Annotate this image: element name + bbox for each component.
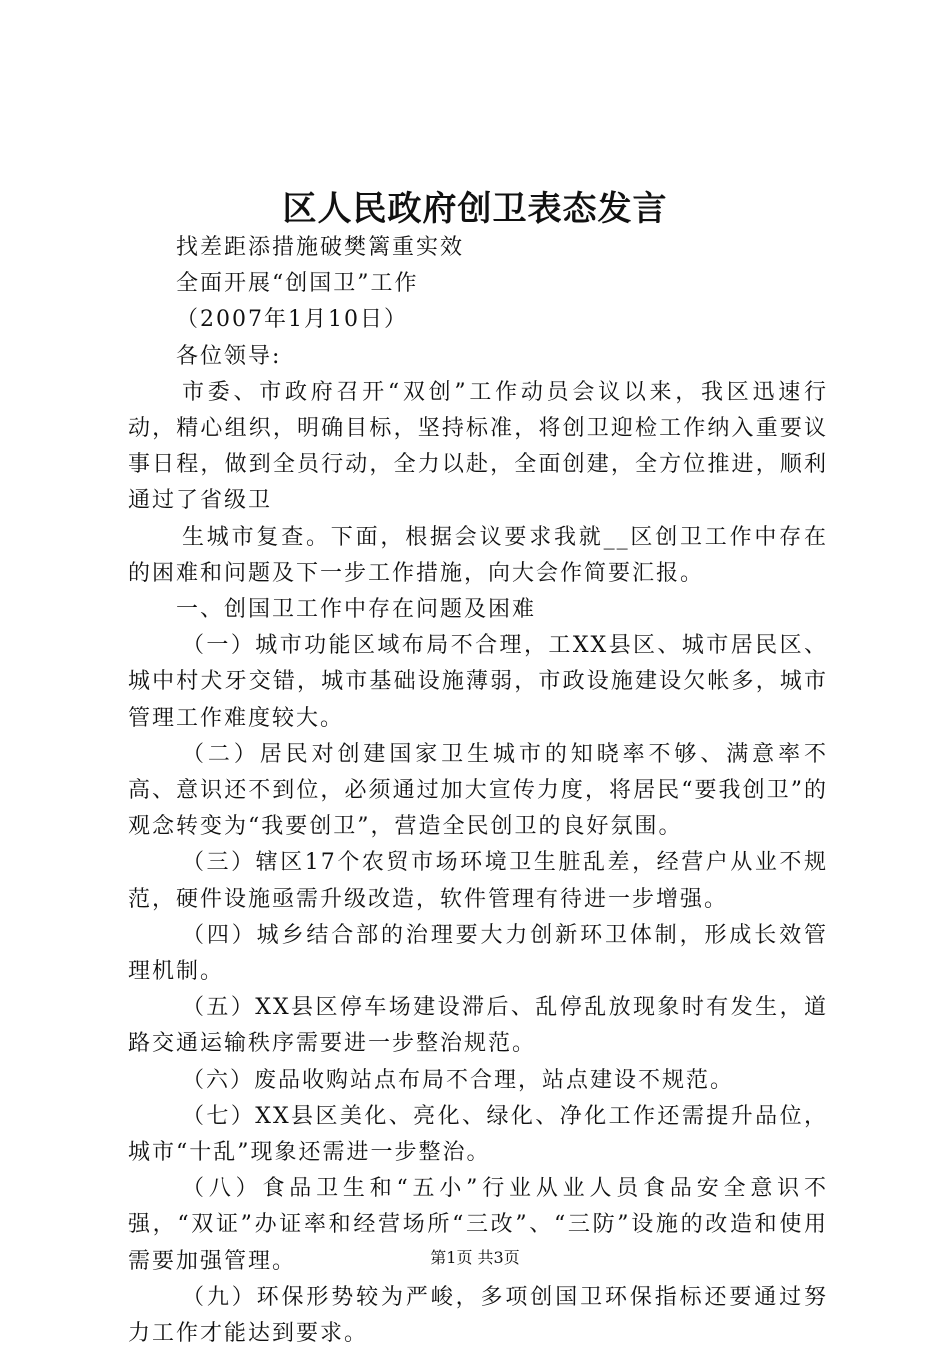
problem-item-8: （八）食品卫生和“五小”行业从业人员食品安全意识不强，“双证”办证率和经营场所“三改”、“三防”设施的改造和使用需要加强管理。 [128, 1176, 828, 1274]
page-footer: 第1页 共3页 [430, 1248, 520, 1267]
section-heading: 一、创国卫工作中存在问题及困难 [176, 597, 537, 623]
document-body [128, 230, 828, 1352]
problem-item-6: （六）废品收购站点布局不合理，站点建设不规范。 [182, 1067, 735, 1093]
problem-item-9: （九）环保形势较为严峻，多项创国卫环保指标还要通过努力工作才能达到要求。 [128, 1284, 828, 1347]
problem-item-1: （一）城市功能区域布局不合理，工XX县区、城市居民区、城中村犬牙交错，城市基础设施薄弱，市政设施建设欠帐多，城市管理工作难度较大。 [128, 633, 828, 731]
document-title: 区人民政府创卫表态发言 [282, 189, 668, 229]
body-paragraph: 市委、市政府召开“双创”工作动员会议以来，我区迅速行动，精心组织，明确目标，坚持标准，将创卫迎检工作纳入重要议事日程，做到全员行动，全力以赴，全面创建，全方位推进，顺利通过了省级卫 [128, 379, 828, 514]
problem-item-5: （五）XX县区停车场建设滞后、乱停乱放现象时有发生，道路交通运输秩序需要进一步整治规范。 [128, 995, 828, 1057]
salutation: 各位领导: [176, 343, 282, 369]
problem-item-3: （三）辖区17个农贸市场环境卫生脏乱差，经营户从业不规范，硬件设施亟需升级改造，软件管理有待进一步增强。 [128, 850, 828, 912]
problem-item-4: （四）城乡结合部的治理要大力创新环卫体制，形成长效管理机制。 [128, 922, 828, 985]
problem-item-2: （二）居民对创建国家卫生城市的知晓率不够、满意率不高、意识还不到位，必须通过加大宣传力度，将居民“要我创卫”的观念转变为“我要创卫”，营造全民创卫的良好氛围。 [128, 741, 828, 840]
subtitle-line-2: 全面开展“创国卫”工作 [176, 271, 419, 297]
subtitle-line-1: 找差距添措施破樊篱重实效 [176, 235, 465, 260]
problem-item-7: （七）XX县区美化、亮化、绿化、净化工作还需提升品位，城市“十乱”现象还需进一步整治。 [128, 1103, 828, 1166]
body-paragraph: 生城市复查。下面，根据会议要求我就__区创卫工作中存在的困难和问题及下一步工作措施，向大会作简要汇报。 [128, 524, 828, 586]
speech-date: （2007年1月10日） [176, 307, 408, 333]
